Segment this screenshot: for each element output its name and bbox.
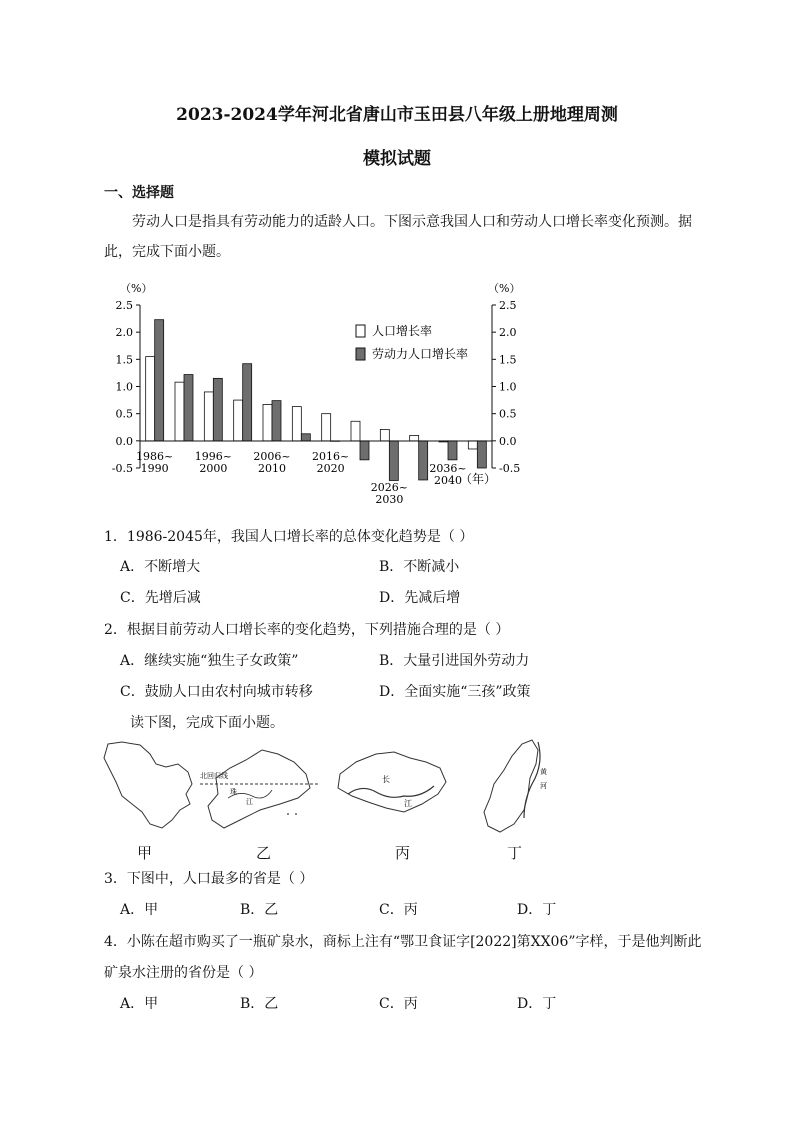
question-4-stem-line-1: 4．小陈在超市购买了一瓶矿泉水，商标上注有“鄂卫食证字[2022]第XX06”字样，于是他判断此 — [104, 934, 702, 950]
yangtze-label-1: 长 — [382, 775, 390, 784]
page-subtitle: 模拟试题 — [363, 149, 431, 169]
map-label-bing: 丙 — [395, 844, 411, 862]
legend — [356, 323, 468, 361]
left-tick-label: -0.5 — [111, 462, 133, 475]
pearl-river-label-2: 江 — [246, 798, 253, 806]
labor-growth-bar — [213, 378, 222, 440]
province-outline-maps — [100, 738, 550, 834]
question-4-option-a: A．甲 — [120, 996, 159, 1012]
question-3-option-c: C．丙 — [379, 902, 418, 918]
x-tick-label: 2026~ — [370, 481, 408, 494]
right-tick-label: 2.5 — [499, 299, 517, 312]
population-growth-bar — [263, 404, 272, 440]
x-tick-label: 2040 — [434, 474, 462, 487]
x-tick-label: 1990 — [140, 462, 169, 475]
left-unit-label: （%） — [120, 282, 153, 295]
x-tick-label: 2016~ — [312, 450, 350, 463]
x-tick-label: 2030 — [375, 493, 404, 506]
legend-label-population: 人口增长率 — [372, 324, 433, 338]
map-yi-outline — [208, 750, 310, 828]
map-label-jia: 甲 — [137, 844, 153, 862]
population-growth-bar — [410, 435, 419, 440]
population-growth-bar — [204, 392, 213, 441]
question-1-option-a: A．不断增大 — [120, 559, 201, 575]
population-growth-bar — [351, 421, 360, 441]
legend-swatch-labor — [356, 348, 365, 360]
yellow-river-label-1: 黄 — [540, 768, 547, 776]
labor-growth-bar — [389, 441, 398, 481]
x-tick-label: 2020 — [316, 462, 345, 475]
labor-growth-bar — [184, 375, 193, 441]
x-axis-unit: （年） — [460, 472, 497, 486]
population-growth-bar — [234, 400, 243, 441]
island-dot — [287, 813, 289, 815]
question-2-option-a: A．继续实施“独生子女政策” — [120, 653, 299, 669]
yangtze-label-2: 江 — [404, 799, 412, 808]
x-tick-label: 2036~ — [429, 462, 467, 475]
left-tick-label: 2.0 — [115, 326, 133, 340]
right-tick-label: 0.0 — [499, 434, 517, 448]
pearl-river-label-1: 珠 — [230, 788, 237, 796]
x-tick-label: 2006~ — [253, 450, 291, 463]
question-2-option-d: D．全面实施“三孩”政策 — [379, 684, 531, 700]
map-jia-outline — [104, 742, 192, 828]
island-dot — [295, 813, 297, 815]
population-growth-bar — [380, 429, 389, 440]
question-2-option-b: B．大量引进国外劳动力 — [379, 653, 530, 669]
x-tick-label: 2000 — [199, 462, 228, 475]
population-growth-bar — [468, 441, 477, 449]
map-label-ding: 丁 — [507, 844, 523, 862]
right-tick-label: 2.0 — [499, 326, 517, 340]
question-4-option-c: C．丙 — [379, 996, 418, 1012]
right-tick-label: -0.5 — [499, 462, 521, 475]
question-3-option-a: A．甲 — [120, 902, 159, 918]
question-3-option-b: B．乙 — [240, 902, 279, 918]
yangtze-river — [348, 786, 434, 797]
population-growth-bar — [175, 382, 184, 441]
question-1-option-d: D．先减后增 — [379, 590, 461, 606]
labor-growth-bar — [360, 441, 369, 460]
labor-growth-bar — [477, 441, 486, 468]
map-bing-outline — [338, 752, 446, 812]
map-ding-outline — [484, 740, 538, 832]
labor-growth-bar — [155, 320, 164, 441]
question-3-option-d: D．丁 — [517, 902, 557, 918]
question-4-stem-line-2: 矿泉水注册的省份是（ ） — [104, 965, 263, 981]
right-unit-label: （%） — [488, 282, 521, 295]
x-tick-label: 2010 — [258, 462, 286, 475]
question-4-option-d: D．丁 — [517, 996, 557, 1012]
right-tick-label: 1.5 — [499, 353, 517, 367]
legend-swatch-population — [356, 325, 365, 337]
left-tick-label: 1.5 — [115, 353, 133, 367]
question-2-option-c: C．鼓励人口由农村向城市转移 — [120, 684, 313, 700]
section-heading: 一、选择题 — [104, 185, 174, 201]
right-tick-label: 1.0 — [499, 380, 517, 394]
x-tick-label: 1986~ — [136, 450, 174, 463]
tropic-of-cancer-label: 北回归线 — [200, 772, 228, 780]
labor-growth-bar — [243, 364, 252, 441]
legend-label-labor: 劳动力人口增长率 — [372, 347, 469, 361]
population-growth-bar — [292, 407, 301, 441]
labor-growth-bar — [419, 441, 428, 480]
left-tick-label: 0.0 — [115, 434, 133, 448]
question-1-option-b: B．不断减小 — [379, 559, 460, 575]
question-1-option-c: C．先增后减 — [120, 590, 201, 606]
map-label-yi: 乙 — [256, 844, 272, 862]
labor-growth-bar — [272, 401, 281, 441]
yellow-river-label-2: 河 — [540, 782, 547, 790]
x-tick-label: 1996~ — [194, 450, 232, 463]
question-4-option-b: B．乙 — [240, 996, 279, 1012]
question-1-stem: 1．1986-2045年，我国人口增长率的总体变化趋势是（ ） — [104, 529, 474, 545]
right-tick-label: 0.5 — [499, 407, 517, 421]
question-2-stem: 2．根据目前劳动人口增长率的变化趋势，下列措施合理的是（ ） — [104, 622, 510, 638]
left-tick-label: 1.0 — [115, 380, 133, 394]
population-growth-bar — [146, 357, 155, 441]
question-3-stem: 3．下图中，人口最多的省是（ ） — [104, 871, 314, 887]
passage-1: 劳动人口是指具有劳动能力的适龄人口。下图示意我国人口和劳动人口增长率变化预测。据此，完成下面小题。 — [104, 214, 692, 260]
labor-growth-bar — [301, 434, 310, 441]
page-title: 2023-2024学年河北省唐山市玉田县八年级上册地理周测 — [176, 105, 618, 125]
population-growth-chart — [100, 278, 530, 510]
passage-2-intro: 读下图，完成下面小题。 — [130, 715, 284, 731]
labor-growth-bar — [448, 441, 457, 460]
left-tick-label: 0.5 — [115, 407, 133, 421]
population-growth-bar — [322, 414, 331, 441]
left-tick-label: 2.5 — [115, 299, 133, 312]
